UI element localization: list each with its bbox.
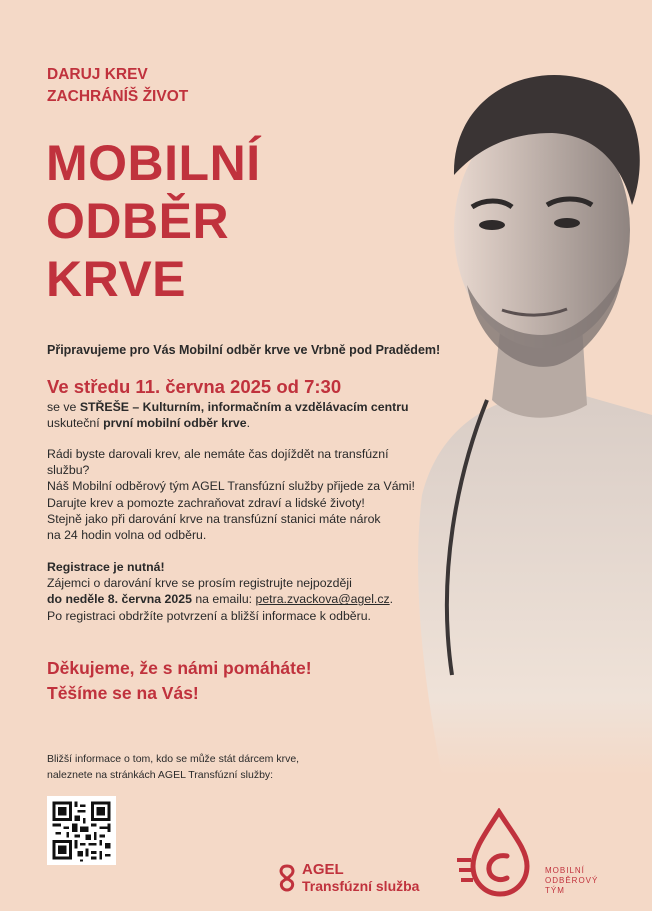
blood-drop-icon [455, 808, 533, 898]
more-info-line-2: naleznete na stránkách AGEL Transfúzní služby: [47, 769, 274, 781]
venue-name: STŘEŠE – Kulturním, informačním a vzdělávacím centru [79, 400, 409, 414]
more-info [47, 751, 299, 783]
registration-line-1: Zájemci o darování krve se prosím registrujte nejpozději [47, 576, 352, 591]
agel-logo [278, 862, 419, 894]
more-info-line-1: Bližší informace o tom, kdo se může stát dárcem krve, [47, 753, 300, 765]
page-title [46, 134, 261, 308]
paragraph-2-line-1: Rádi byste darovali krev, ale nemáte čas dojíždět na transfúzní službu? [47, 447, 389, 478]
thanks-message [47, 656, 312, 706]
paragraph-3-line-2: Stejně jako při darování krve na transfúzní stanici máte nárok [47, 512, 381, 527]
email-link[interactable]: petra.zvackova@agel.cz [255, 592, 390, 607]
email-suffix: . [389, 592, 394, 607]
registration-line-2 [47, 591, 427, 607]
qr-code-icon[interactable] [47, 796, 116, 865]
headline-line-2: ODBĚR [46, 193, 230, 249]
kicker-line-1: DARUJ KREV [47, 66, 148, 83]
thanks-line-1: Děkujeme, že s námi pomáháte! [47, 658, 312, 678]
registration-line-3: Po registraci obdržíte potvrzení a bližší informace k odběru. [47, 608, 371, 623]
venue-line [47, 399, 427, 415]
paragraph-2 [47, 446, 427, 495]
happen-line [47, 415, 427, 431]
happen-suffix: . [246, 416, 250, 431]
kicker [47, 64, 188, 108]
registration-deadline: do neděle 8. června 2025 [47, 592, 192, 607]
headline-line-1: MOBILNÍ [46, 135, 261, 191]
event-date-heading: Ve středu 11. června 2025 od 7:30 [47, 376, 342, 397]
agel-name: AGEL [302, 861, 344, 878]
registration-heading: Registrace je nutná! [47, 560, 165, 574]
thanks-line-2: Těšíme se na Vás! [47, 683, 199, 703]
agel-logo-icon [278, 864, 296, 892]
registration-paragraph [47, 559, 427, 624]
kicker-line-2: ZACHRÁNÍŠ ŽIVOT [47, 88, 189, 105]
agel-subtitle: Transfúzní služba [302, 878, 420, 894]
headline-line-3: KRVE [46, 251, 187, 307]
team-mark [545, 866, 598, 896]
paragraph-3 [47, 495, 427, 544]
happen-prefix: uskuteční [47, 416, 104, 431]
event-paragraph [47, 399, 427, 431]
team-line-2: ODBĚROVÝ [545, 876, 599, 885]
happen-bold: první mobilní odběr krve [103, 416, 247, 431]
venue-prefix: se ve [47, 400, 80, 414]
paragraph-3-line-1: Darujte krev a pomozte zachraňovat zdraví a lidské životy! [47, 496, 365, 510]
paragraph-3-line-3: na 24 hodin volna od odběru. [47, 528, 207, 543]
email-prefix: na emailu: [191, 592, 256, 607]
intro-text: Připravujeme pro Vás Mobilní odběr krve ve Vrbně pod Pradědem! [47, 343, 441, 357]
team-line-3: TÝM [545, 886, 565, 895]
team-line-1: MOBILNÍ [545, 866, 585, 875]
paragraph-2-line-2: Náš Mobilní odběrový tým AGEL Transfúzní služby přijede za Vámi! [47, 479, 415, 494]
